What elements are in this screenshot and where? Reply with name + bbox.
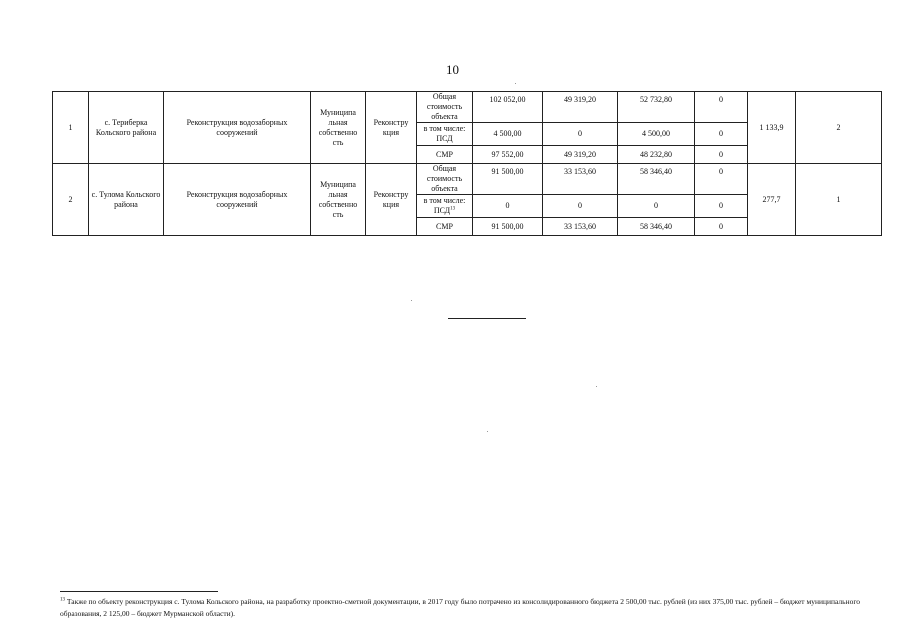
work-type-cell: Реконстру кция <box>366 92 417 164</box>
cost-label-cell: СМР <box>417 218 473 236</box>
cost-label-text: в том числе: ПСД <box>423 196 466 215</box>
value-cell: 33 153,60 <box>543 218 618 236</box>
value-cell: 49 319,20 <box>543 146 618 164</box>
value-cell: 0 <box>473 195 543 218</box>
page-number: 10 <box>446 62 459 77</box>
value-cell: 0 <box>618 195 695 218</box>
object-name-cell: Реконструкция водозаборных сооружений <box>164 164 311 236</box>
footnote <box>60 596 890 620</box>
value-cell: 0 <box>695 146 748 164</box>
value-cell: 58 346,40 <box>618 218 695 236</box>
table-row <box>53 164 882 195</box>
table-row <box>53 92 882 123</box>
value-cell: 0 <box>695 92 748 123</box>
row-number: 2 <box>53 164 89 236</box>
extra-cell: 2 <box>796 92 882 164</box>
scan-speck <box>487 431 488 432</box>
cost-label-cell: Общая стоимость объекта <box>417 164 473 195</box>
value-cell: 48 232,80 <box>618 146 695 164</box>
place-cell: с. Териберка Кольского района <box>89 92 164 164</box>
value-cell: 49 319,20 <box>543 92 618 123</box>
value-cell: 0 <box>695 218 748 236</box>
value-cell: 0 <box>695 164 748 195</box>
row-number: 1 <box>53 92 89 164</box>
footnote-rule <box>60 591 218 592</box>
value-cell: 0 <box>695 195 748 218</box>
capacity-cell: 277,7 <box>748 164 796 236</box>
cost-label-cell <box>417 195 473 218</box>
cost-label-cell: в том числе: ПСД <box>417 123 473 146</box>
value-cell: 97 552,00 <box>473 146 543 164</box>
value-cell: 52 732,80 <box>618 92 695 123</box>
value-cell: 0 <box>695 123 748 146</box>
capacity-cell: 1 133,9 <box>748 92 796 164</box>
scan-speck <box>411 300 412 301</box>
value-cell: 4 500,00 <box>618 123 695 146</box>
projects-table <box>52 91 882 236</box>
scan-speck <box>515 83 516 84</box>
value-cell: 0 <box>543 123 618 146</box>
ownership-cell: Муниципа льная собственно сть <box>311 164 366 236</box>
place-cell: с. Тулома Кольского района <box>89 164 164 236</box>
cost-label-cell: СМР <box>417 146 473 164</box>
work-type-cell: Реконстру кция <box>366 164 417 236</box>
footnote-ref[interactable]: 13 <box>450 206 456 212</box>
separator-rule <box>448 318 526 319</box>
scan-speck <box>596 386 597 387</box>
footnote-mark: 13 <box>60 597 65 603</box>
cost-label-cell: Общая стоимость объекта <box>417 92 473 123</box>
value-cell: 91 500,00 <box>473 164 543 195</box>
object-name-cell: Реконструкция водозаборных сооружений <box>164 92 311 164</box>
footnote-text: Также по объекту реконструкция с. Тулома Кольского района, на разработку проектно-сметной документации, в 2017 году было потрачено из консолидированного бюджета 2 500,00 тыс. рублей (из них 375,00 тыс. рублей – бюджет муниципального образования, 2 125,00 – бюджет Мурманской области). <box>60 597 860 618</box>
extra-cell: 1 <box>796 164 882 236</box>
value-cell: 0 <box>543 195 618 218</box>
value-cell: 4 500,00 <box>473 123 543 146</box>
value-cell: 33 153,60 <box>543 164 618 195</box>
value-cell: 102 052,00 <box>473 92 543 123</box>
value-cell: 58 346,40 <box>618 164 695 195</box>
value-cell: 91 500,00 <box>473 218 543 236</box>
ownership-cell: Муниципа льная собственно сть <box>311 92 366 164</box>
